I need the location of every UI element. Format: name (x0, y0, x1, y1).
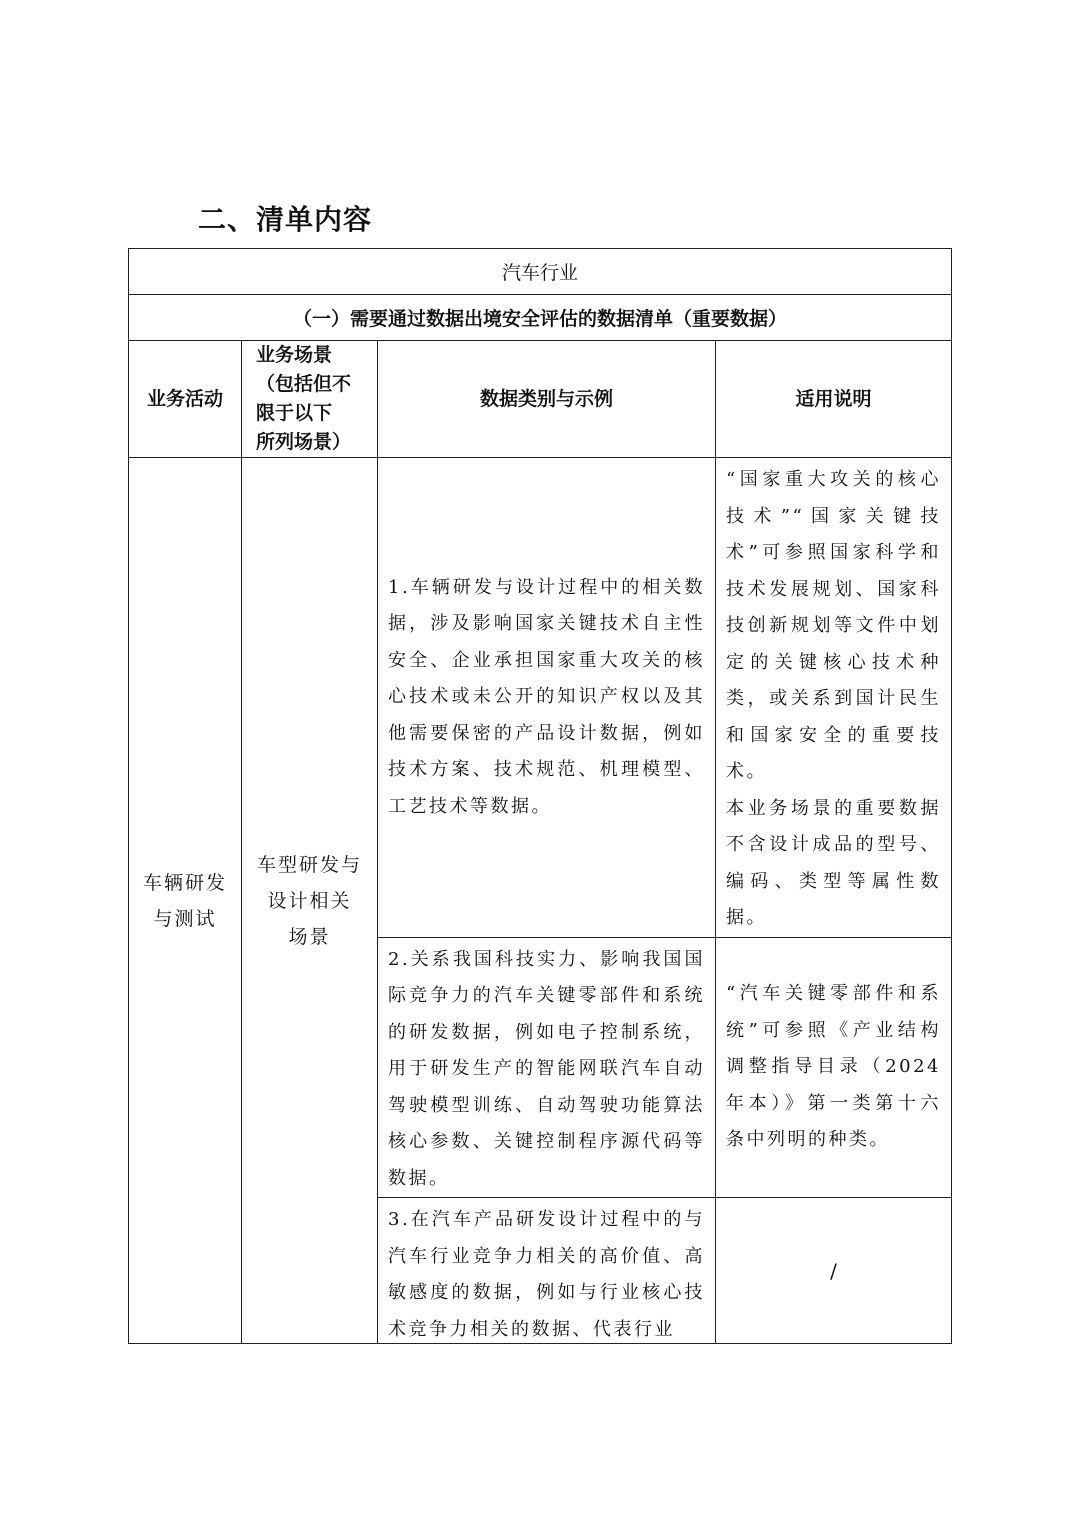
column-header-scenario (242, 341, 378, 458)
industry-title: 汽车行业 (502, 262, 579, 284)
business-activity-cell (129, 458, 242, 1344)
activity-line: 与测试 (153, 907, 217, 930)
business-scenario-cell (242, 458, 378, 1344)
industry-header (129, 249, 952, 295)
section-title: 二、清单内容 (198, 203, 373, 236)
category-header (129, 295, 952, 341)
data-example-text: 2.关系我国科技实力、影响我国国际竞争力的汽车关键零部件和系统的研发数据，例如电子控制系统，用于研发生产的智能网联汽车自动驾驶模型训练、自动驾驶功能算法核心参数、关键控制程序源代码等数据。 (388, 948, 705, 1189)
applicability-note-cell (716, 1198, 952, 1344)
scenario-header-line: 限于以下 (256, 402, 333, 424)
note-paragraph: 本业务场景的重要数据不含设计成品的型号、编码、类型等属性数据。 (726, 797, 942, 928)
data-example-text: 1.车辆研发与设计过程中的相关数据，涉及影响国家关键技术自主性安全、企业承担国家重大攻关的核心技术或未公开的知识产权以及其他需要保密的产品设计数据，例如技术方案、技术规范、机理模型、工艺技术等数据。 (388, 576, 705, 817)
activity-line: 车辆研发 (142, 871, 227, 894)
scenario-line: 车型研发与 (256, 853, 362, 876)
column-header-note: 适用说明 (716, 341, 952, 458)
data-list-table (128, 248, 952, 1344)
note-paragraph: “国家重大攻关的核心技术”“国家关键技术”可参照国家科学和技术发展规划、国家科技创新规划等文件中划定的关键核心技术种类，或关系到国计民生和国家安全的重要技术。 (726, 469, 942, 782)
applicability-note-cell (716, 937, 952, 1198)
applicability-note-cell (716, 458, 952, 938)
scenario-line: 场景 (288, 925, 331, 948)
scenario-header-line: 所列场景） (256, 431, 352, 453)
data-example-clip (388, 1202, 705, 1343)
category-title: （一）需要通过数据出境安全评估的数据清单（重要数据） (293, 308, 788, 330)
note-slash: / (830, 1258, 837, 1283)
note-paragraph: “汽车关键零部件和系统”可参照《产业结构调整指导目录（2024年本）》第一类第十六条中列明的种类。 (726, 983, 942, 1150)
data-example-cell (378, 458, 716, 938)
column-header-activity: 业务活动 (129, 341, 242, 458)
data-example-cell (378, 1198, 716, 1344)
data-example-text: 3.在汽车产品研发设计过程中的与汽车行业竞争力相关的高价值、高敏感度的数据，例如与行业核心技术竞争力相关的数据、代表行业 (388, 1209, 705, 1340)
column-header-data: 数据类别与示例 (378, 341, 716, 458)
scenario-line: 设计相关 (267, 889, 352, 912)
scenario-header-line: （包括但不 (256, 373, 352, 395)
data-example-cell (378, 937, 716, 1198)
scenario-header-line: 业务场景 (256, 344, 333, 366)
